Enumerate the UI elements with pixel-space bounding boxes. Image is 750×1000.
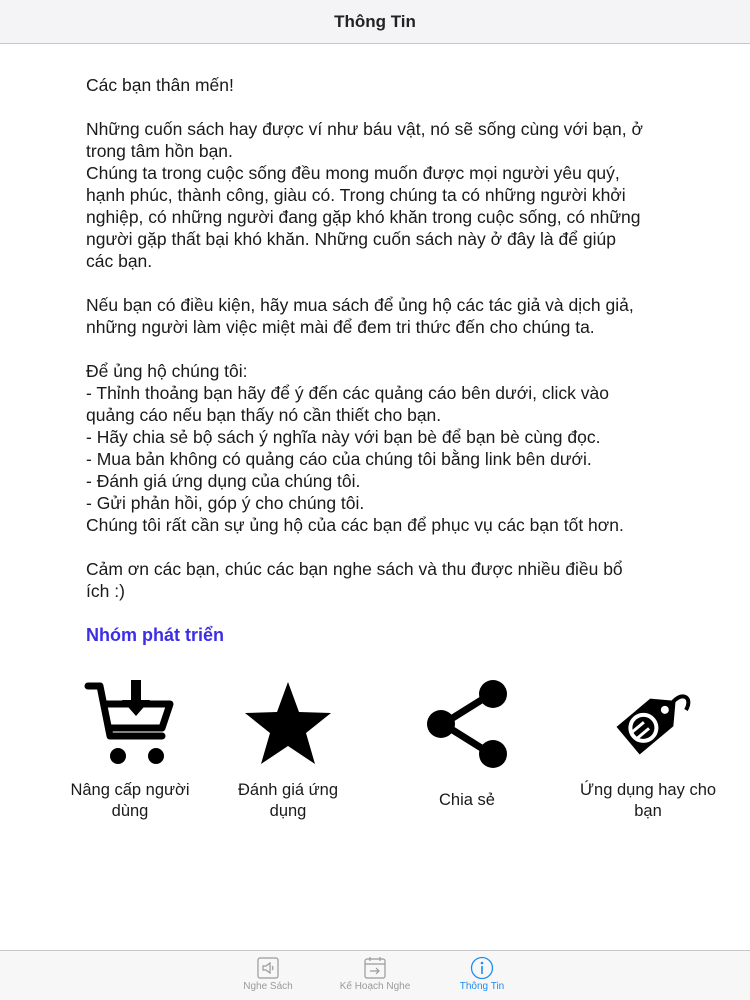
share-button[interactable] — [377, 676, 557, 811]
tab-listen-books[interactable] — [213, 951, 323, 1000]
section-title-dev-team: Nhóm phát triển — [86, 625, 224, 645]
navigation-bar — [0, 0, 750, 44]
speaker-icon — [255, 956, 281, 980]
text-line: - Gửi phản hồi, góp ý cho chúng tôi. — [86, 493, 365, 513]
page-title: Thông Tin — [334, 11, 416, 31]
text-line: - Mua bản không có quảng cáo của chúng tôi bằng link bên dưới. — [86, 449, 592, 469]
info-icon — [469, 956, 495, 980]
calendar-icon — [362, 956, 388, 980]
text-line: Chúng ta trong cuộc sống đều mong muốn được mọi người yêu quý, — [86, 163, 620, 183]
text-line: người gặp thất bại khó khăn. Những cuốn sách này ở đây là để giúp — [86, 229, 616, 249]
text-line: - Hãy chia sẻ bộ sách ý nghĩa này với bạn bè để bạn bè cùng đọc. — [86, 427, 601, 447]
text-line: ích :) — [86, 581, 125, 601]
tab-listen-plan[interactable] — [320, 951, 430, 1000]
tab-label: Kế Hoạch Nghe — [339, 981, 411, 992]
paragraph-support — [86, 360, 696, 536]
rate-app-button[interactable] — [198, 676, 378, 822]
rate-app-label: Đánh giá ứng dụng — [237, 781, 339, 820]
text-line: Những cuốn sách hay được ví như báu vật, nó sẽ sống cùng với bạn, ở — [86, 119, 643, 139]
text-line: quảng cáo nếu bạn thấy nó cần thiết cho bạn. — [86, 405, 442, 425]
paragraph-thanks — [86, 558, 696, 602]
paragraph-buy-books — [86, 294, 696, 338]
paragraph-greeting — [86, 74, 696, 96]
tab-info[interactable] — [427, 951, 537, 1000]
text-line: nghiệp, có những người đang gặp khó khăn trong cuộc sống, có những — [86, 207, 641, 227]
upgrade-user-button[interactable] — [40, 676, 220, 822]
cart-download-icon — [82, 676, 178, 772]
upgrade-user-label: Nâng cấp người dùng — [70, 781, 190, 820]
share-label: Chia sẻ — [439, 791, 495, 809]
text-line: các bạn. — [86, 251, 153, 271]
tab-bar — [0, 950, 750, 1000]
info-content — [86, 74, 696, 646]
action-grid — [40, 676, 740, 826]
star-icon — [240, 676, 336, 772]
text-line: - Thỉnh thoảng bạn hãy để ý đến các quảng cáo bên dưới, click vào — [86, 383, 609, 403]
text-line: Chúng tôi rất cần sự ủng hộ của các bạn để phục vụ các bạn tốt hơn. — [86, 515, 624, 535]
euro-tag-icon — [600, 676, 696, 772]
text-line: hạnh phúc, thành công, giàu có. Trong chúng ta có những người khởi — [86, 185, 626, 205]
recommended-apps-button[interactable] — [558, 676, 738, 822]
text-line: Nếu bạn có điều kiện, hãy mua sách để ủng hộ các tác giả và dịch giả, — [86, 295, 634, 315]
text-line: trong tâm hồn bạn. — [86, 141, 233, 161]
text-line: - Đánh giá ứng dụng của chúng tôi. — [86, 471, 361, 491]
share-icon — [419, 676, 515, 772]
paragraph-intro — [86, 118, 696, 272]
text-line: Các bạn thân mến! — [86, 75, 234, 95]
text-line: Cảm ơn các bạn, chúc các bạn nghe sách và thu được nhiều điều bổ — [86, 559, 623, 579]
text-line: những người làm việc miệt mài để đem tri thức đến cho chúng ta. — [86, 317, 595, 337]
recommended-apps-label: Ứng dụng hay cho bạn — [579, 781, 717, 820]
tab-label: Nghe Sách — [243, 981, 293, 992]
tab-label: Thông Tin — [459, 981, 505, 992]
text-line: Để ủng hộ chúng tôi: — [86, 361, 248, 381]
